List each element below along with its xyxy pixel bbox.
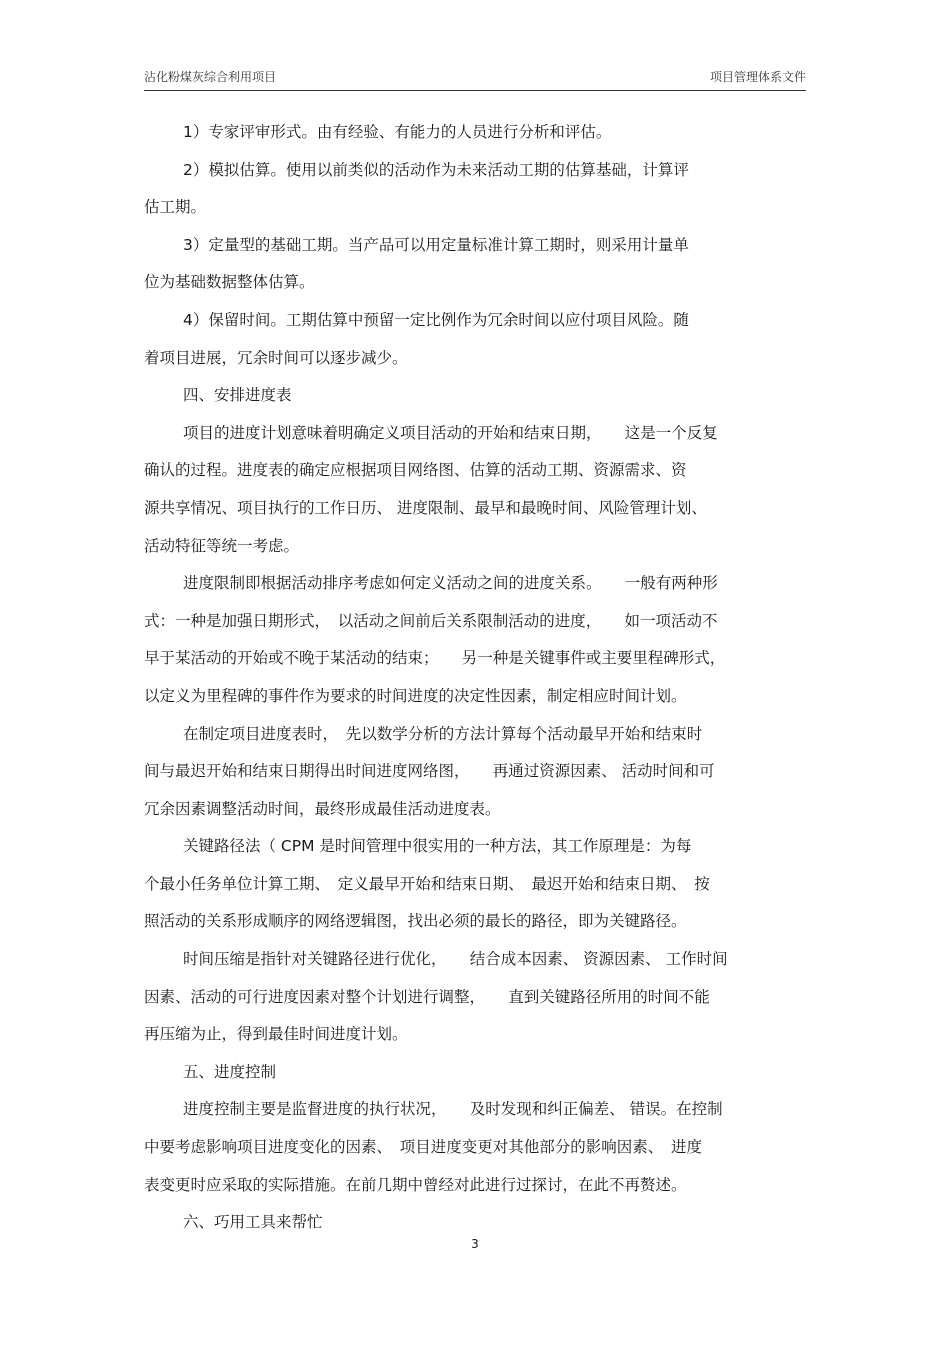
body-line: 冗余因素调整活动时间，最终形成最佳活动进度表。 — [144, 799, 501, 818]
body-line: 以定义为里程碑的事件作为要求的时间进度的决定性因素，制定相应时间计划。 — [144, 686, 687, 705]
body-line: 2）模拟估算。使用以前类似的活动作为未来活动工期的估算基础，计算评 — [183, 160, 689, 179]
body-line: 位为基础数据整体估算。 — [144, 273, 315, 292]
body-line: 源共享情况、项目执行的工作日历、 进度限制、最早和最晚时间、风险管理计划、 — [144, 498, 707, 517]
body-line: 活动特征等统一考虑。 — [144, 536, 300, 555]
body-line: 进度控制主要是监督进度的执行状况， 及时发现和纠正偏差、 错误。在控制 — [183, 1100, 723, 1119]
body-line: 照活动的关系形成顺序的网络逻辑图，找出必须的最长的路径，即为关键路径。 — [144, 912, 687, 931]
header-project-name: 沾化粉煤灰综合利用项目 — [144, 70, 277, 84]
body-line: 3）定量型的基础工期。当产品可以用定量标准计算工期时，则采用计量单 — [183, 235, 689, 254]
page-header — [144, 66, 806, 91]
body-line: 个最小任务单位计算工期、 定义最早开始和结束日期、 最迟开始和结束日期、 按 — [144, 874, 710, 893]
body-line: 4）保留时间。工期估算中预留一定比例作为冗余时间以应付项目风险。随 — [183, 310, 689, 329]
body-line: 因素、活动的可行进度因素对整个计划进行调整， 直到关键路径所用的时间不能 — [144, 987, 710, 1006]
document-body — [144, 114, 806, 1242]
page-number: 3 — [471, 1237, 479, 1251]
body-line: 表变更时应采取的实际措施。在前几期中曾经对此进行过探讨，在此不再赘述。 — [144, 1175, 687, 1194]
body-line: 间与最迟开始和结束日期得出时间进度网络图， 再通过资源因素、 活动时间和可 — [144, 762, 715, 781]
section-heading-schedule: 四、安排进度表 — [183, 386, 292, 405]
body-line: 着项目进展，冗余时间可以逐步减少。 — [144, 348, 408, 367]
body-line: 在制定项目进度表时， 先以数学分析的方法计算每个活动最早开始和结束时 — [183, 724, 703, 743]
body-line: 估工期。 — [144, 198, 207, 217]
body-line: 进度限制即根据活动排序考虑如何定义活动之间的进度关系。 一般有两种形 — [183, 574, 718, 593]
body-line: 1）专家评审形式。由有经验、有能力的人员进行分析和评估。 — [183, 123, 612, 141]
body-line: 确认的过程。进度表的确定应根据项目网络图、估算的活动工期、资源需求、资 — [144, 461, 687, 480]
header-document-type: 项目管理体系文件 — [709, 70, 806, 84]
body-line: 项目的进度计划意味着明确定义项目活动的开始和结束日期， 这是一个反复 — [183, 423, 718, 442]
body-line: 早于某活动的开始或不晚于某活动的结束； 另一种是关键事件或主要里程碑形式， — [144, 649, 726, 668]
body-line: 式：一种是加强日期形式， 以活动之间前后关系限制活动的进度， 如一项活动不 — [144, 611, 718, 630]
body-line: 中要考虑影响项目进度变化的因素、 项目进度变更对其他部分的影响因素、 进度 — [144, 1138, 703, 1157]
body-line: 再压缩为止，得到最佳时间进度计划。 — [144, 1025, 408, 1044]
section-heading-tools: 六、巧用工具来帮忙 — [183, 1213, 323, 1232]
body-line: 关键路径法（ CPM 是时间管理中很实用的一种方法，其工作原理是：为每 — [183, 837, 692, 856]
section-heading-control: 五、进度控制 — [183, 1062, 277, 1081]
body-line: 时间压缩是指针对关键路径进行优化， 结合成本因素、 资源因素、 工作时间 — [183, 950, 728, 969]
